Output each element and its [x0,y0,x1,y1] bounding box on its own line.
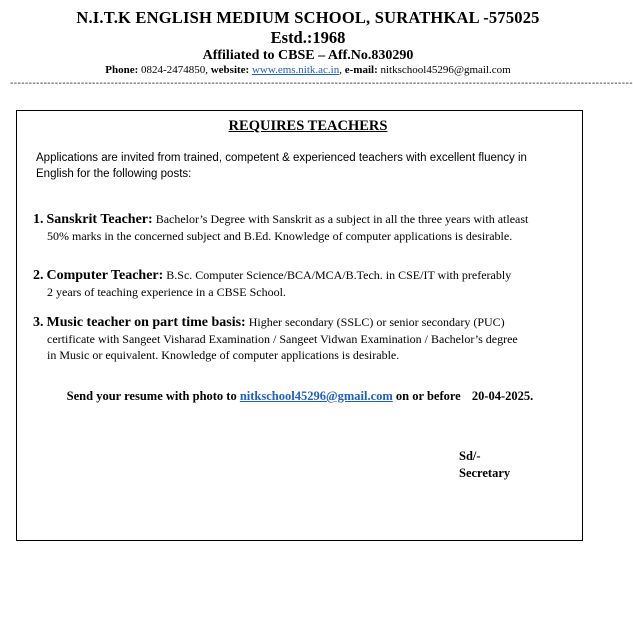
post-requirement-cont: 50% marks in the concerned subject and B.Ed. Knowledge of computer applications is desirable. [47,229,513,243]
phone-number: 0824-2474850, [141,64,208,76]
post-title: Sanskrit Teacher: [46,212,153,227]
signature-title: Secretary [459,466,511,480]
send-suffix: on or before [395,389,461,403]
post-requirement: Bachelor’s Degree with Sanskrit as a subject in all the three years with atleast [155,212,529,226]
established-year: Estd.:1968 [270,28,346,47]
signature-sd: Sd/- [459,449,481,463]
post-requirement: B.Sc. Computer Science/BCA/MCA/B.Tech. in CSE/IT with preferably [166,268,512,282]
school-name: N.I.T.K ENGLISH MEDIUM SCHOOL, SURATHKAL -575025 [76,8,540,27]
notice-title: REQUIRES TEACHERS [228,118,388,134]
header-separator: ----------------------------------------------------------------------------------------------------------------------------------------------------------------------- [10,78,633,89]
post-number: 1. [33,212,44,227]
post-requirement-cont: in Music or equivalent. Knowledge of computer applications is desirable. [47,348,400,362]
contact-line [0,64,616,76]
post-title: Computer Teacher: [46,268,164,283]
post-title: Music teacher on part time basis: [46,315,246,330]
post-computer-teacher [33,267,568,300]
send-email-link[interactable]: nitkschool45296@gmail.com [239,389,393,403]
send-prefix: Send your resume with photo to [66,389,237,403]
deadline-date: 20-04-2025. [471,389,534,403]
phone-label: Phone: [105,64,139,76]
comma: , [339,64,342,76]
website-label: website: [210,64,250,76]
post-number: 3. [33,315,44,330]
header-email: nitkschool45296@gmail.com [380,64,511,76]
post-number: 2. [33,268,44,283]
post-music-teacher [33,314,568,363]
post-sanskrit-teacher [33,211,568,244]
post-requirement-cont: 2 years of teaching experience in a CBSE School. [47,285,286,299]
affiliation: Affiliated to CBSE – Aff.No.830290 [202,48,414,63]
send-instructions [0,389,600,404]
post-requirement-cont: certificate with Sangeet Visharad Examination / Sangeet Vidwan Examination / Bachelor’s degree [47,332,518,346]
notice-intro: Applications are invited from trained, competent & experienced teachers with excellent fluency in English for the following posts: [36,152,527,180]
email-label: e-mail: [344,64,378,76]
signature-block [459,448,510,482]
website-link[interactable]: www.ems.nitk.ac.in [251,64,340,76]
post-requirement: Higher secondary (SSLC) or senior secondary (PUC) [248,315,505,329]
